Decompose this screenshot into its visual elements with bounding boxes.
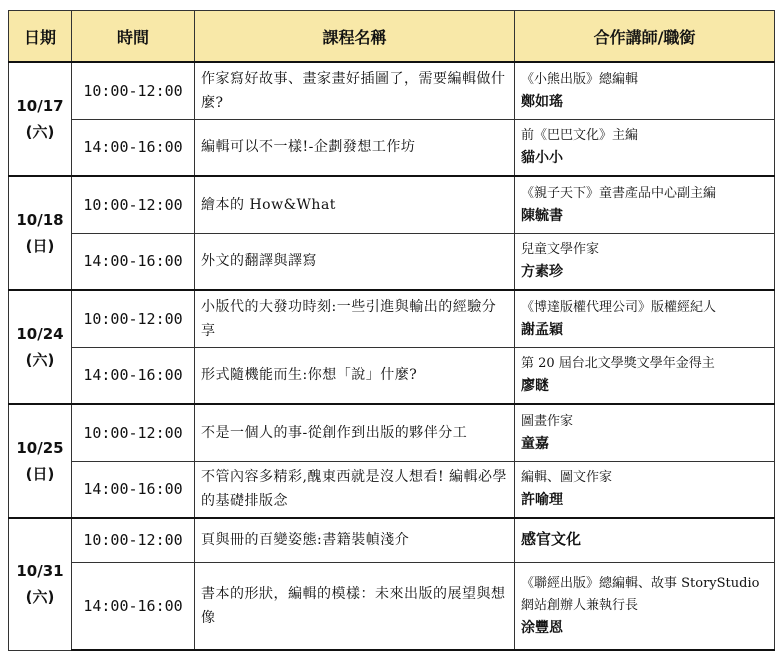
speaker-role: 前《巴巴文化》主編 — [521, 128, 639, 144]
speaker-cell — [515, 404, 775, 461]
date-cell — [9, 518, 72, 650]
course-cell: 作家寫好故事、畫家畫好插圖了，需要編輯做什麼? — [195, 62, 515, 119]
header-row — [9, 11, 775, 63]
speaker-cell — [515, 518, 775, 562]
time-cell: 10:00-12:00 — [72, 290, 195, 347]
header-date: 日期 — [9, 11, 72, 63]
time-cell: 14:00-16:00 — [72, 233, 195, 290]
speaker-cell — [515, 562, 775, 650]
course-cell: 不是一個人的事-從創作到出版的夥伴分工 — [195, 404, 515, 461]
weekday-label: (六) — [25, 588, 55, 607]
course-schedule-table — [8, 10, 775, 651]
time-cell: 10:00-12:00 — [72, 404, 195, 461]
speaker-name: 感官文化 — [521, 530, 582, 549]
time-cell: 14:00-16:00 — [72, 119, 195, 176]
course-cell: 繪本的 How&What — [195, 176, 515, 233]
header-course: 課程名稱 — [195, 11, 515, 63]
table-row — [9, 119, 775, 176]
table-row — [9, 290, 775, 347]
time-cell: 10:00-12:00 — [72, 518, 195, 562]
speaker-cell — [515, 119, 775, 176]
table-row — [9, 518, 775, 562]
course-cell: 頁與冊的百變姿態:書籍裝幀淺介 — [195, 518, 515, 562]
speaker-cell — [515, 290, 775, 347]
date-label: 10/18 — [16, 211, 64, 229]
speaker-name: 許喻理 — [521, 492, 563, 509]
table-row — [9, 347, 775, 404]
speaker-role: 編輯、圖文作家 — [521, 470, 613, 486]
speaker-name: 方素珍 — [521, 264, 563, 281]
weekday-label: (日) — [25, 465, 55, 483]
speaker-cell — [515, 62, 775, 119]
date-label: 10/17 — [16, 97, 64, 115]
course-cell: 小版代的大發功時刻:一些引進與輸出的經驗分享 — [195, 290, 515, 347]
date-cell — [9, 176, 72, 290]
speaker-name: 鄭如瑤 — [521, 93, 563, 110]
time-cell: 14:00-16:00 — [72, 461, 195, 518]
speaker-name: 涂豐恩 — [521, 619, 563, 636]
table-row — [9, 176, 775, 233]
date-label: 10/31 — [16, 562, 64, 581]
weekday-label: (六) — [25, 351, 55, 369]
course-cell: 外文的翻譯與譯寫 — [195, 233, 515, 290]
date-label: 10/24 — [16, 325, 64, 343]
speaker-role: 兒童文學作家 — [521, 242, 600, 258]
date-cell — [9, 404, 72, 518]
speaker-cell — [515, 461, 775, 518]
course-cell: 編輯可以不一樣!-企劃發想工作坊 — [195, 119, 515, 176]
speaker-role: 圖畫作家 — [521, 413, 574, 429]
speaker-cell — [515, 233, 775, 290]
table-row — [9, 233, 775, 290]
time-cell: 14:00-16:00 — [72, 562, 195, 650]
speaker-name: 貓小小 — [521, 150, 563, 167]
header-time: 時間 — [72, 11, 195, 63]
weekday-label: (日) — [25, 237, 55, 255]
speaker-role: 《博達版權代理公司》版權經紀人 — [521, 299, 717, 315]
speaker-role: 《聯經出版》總編輯、故事 StoryStudio 網站創辦人兼執行長 — [521, 575, 760, 613]
date-cell — [9, 62, 72, 176]
table-row — [9, 461, 775, 518]
table-row — [9, 404, 775, 461]
date-cell — [9, 290, 72, 404]
time-cell: 10:00-12:00 — [72, 176, 195, 233]
date-label: 10/25 — [16, 439, 64, 457]
speaker-role: 第 20 屆台北文學獎文學年金得主 — [521, 356, 715, 372]
speaker-cell — [515, 347, 775, 404]
speaker-cell — [515, 176, 775, 233]
speaker-name: 童嘉 — [521, 435, 549, 452]
header-speaker: 合作講師/職銜 — [515, 11, 775, 63]
course-cell: 形式隨機能而生:你想「說」什麼? — [195, 347, 515, 404]
course-cell: 不管內容多精彩,醜東西就是沒人想看! 編輯必學的基礎排版念 — [195, 461, 515, 518]
speaker-name: 廖瞇 — [521, 378, 549, 395]
course-cell: 書本的形狀，編輯的模樣：未來出版的展望與想像 — [195, 562, 515, 650]
table-row — [9, 62, 775, 119]
speaker-role: 《親子天下》童書產品中心副主編 — [521, 185, 717, 201]
time-cell: 10:00-12:00 — [72, 62, 195, 119]
table-row — [9, 562, 775, 650]
weekday-label: (六) — [25, 123, 55, 141]
time-cell: 14:00-16:00 — [72, 347, 195, 404]
speaker-role: 《小熊出版》總編輯 — [521, 71, 639, 87]
speaker-name: 謝孟穎 — [521, 321, 563, 338]
speaker-name: 陳毓書 — [521, 207, 563, 224]
